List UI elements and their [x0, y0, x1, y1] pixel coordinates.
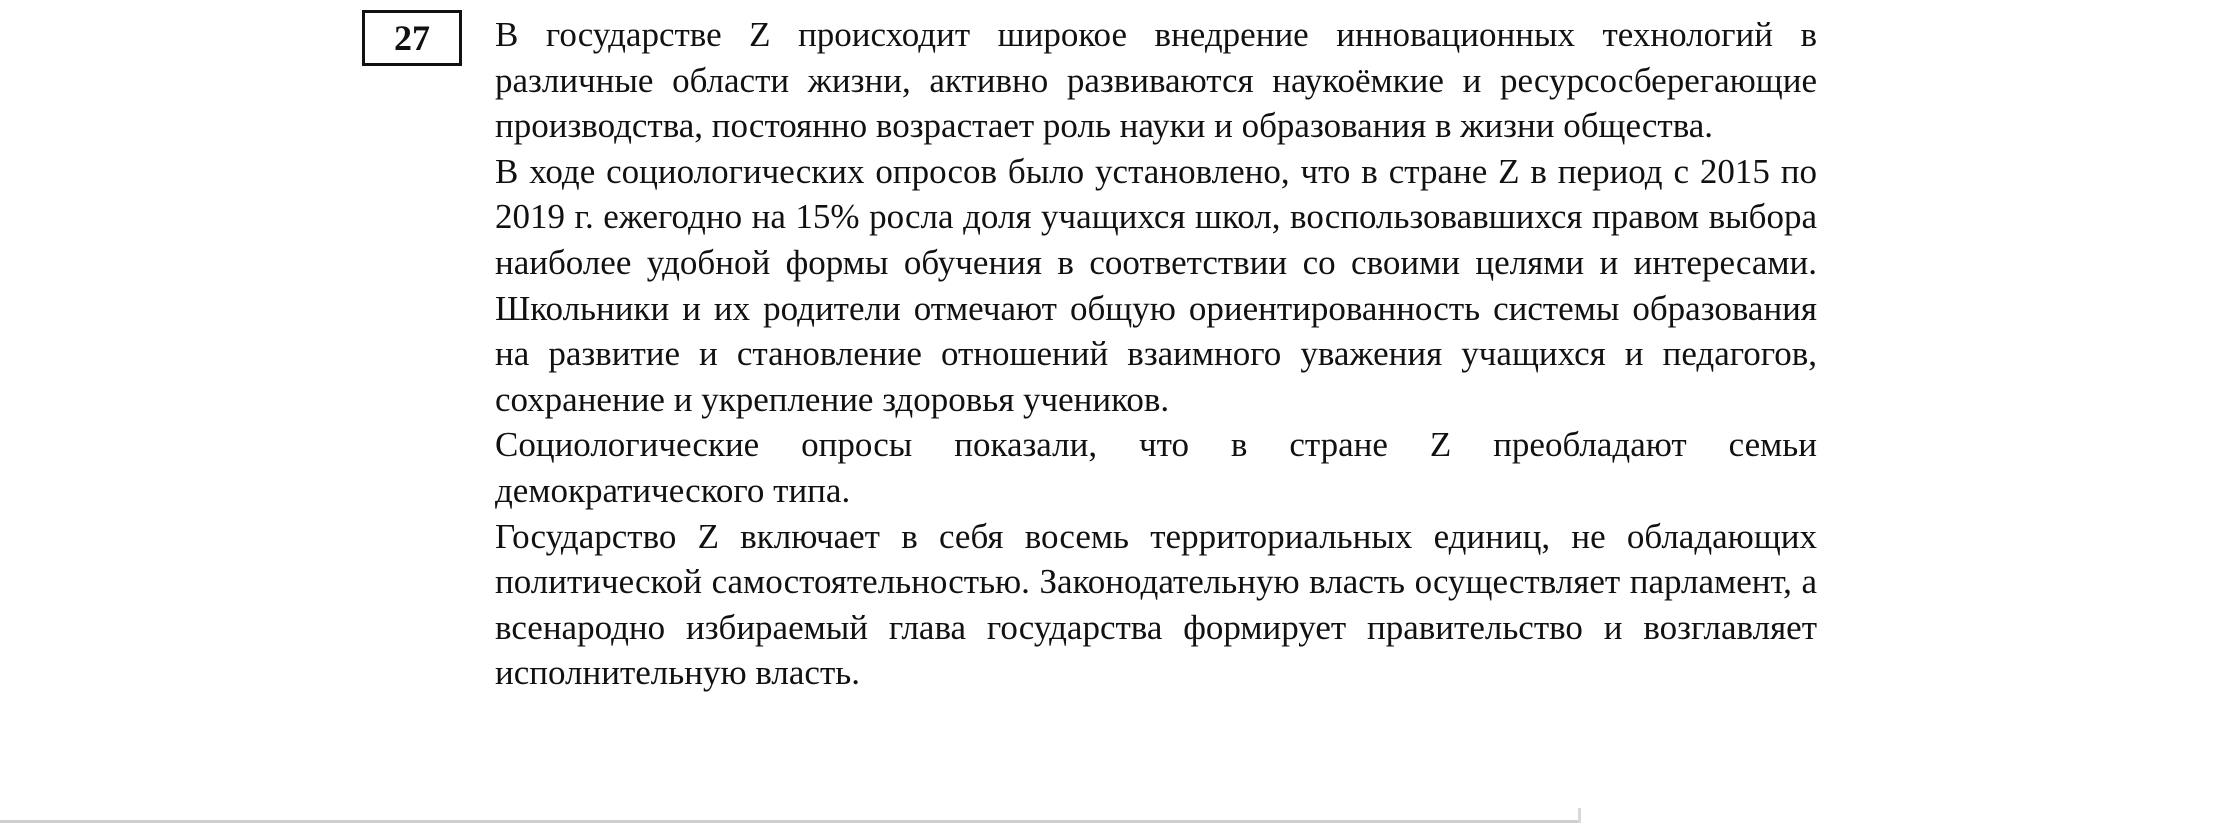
paragraph-4: Государство Z включает в себя восемь территориальных единиц, не обладающих политической самостоятельностью. Законодательную власть осуществляет парламент, а всенародно избираемый глава государства формирует правительство и возглавляет исполнительную власть. — [495, 516, 1817, 693]
task-number-box — [362, 10, 462, 66]
task-number: 27 — [394, 18, 430, 58]
paragraph-2: В ходе социологических опросов было установлено, что в стране Z в период с 2015 по 2019 г. ежегодно на 15% росла доля учащихся школ, воспользовавшихся правом выбора наиболее удобной формы обучения в соответствии со своими целями и интересами. Школьники и их родители отмечают общую ориентированность системы образования на развитие и становление отношений взаимного уважения учащихся и педагогов, сохранение и укрепление здоровья учеников. — [495, 151, 1817, 419]
page-corner-edge — [1578, 808, 1581, 823]
paragraph-1: В государстве Z происходит широкое внедрение инновационных технологий в различные области жизни, активно развиваются наукоёмкие и ресурсосберегающие производства, постоянно возрастает роль науки и образования в жизни общества. — [495, 15, 1817, 146]
paragraph-3: Социологические опросы показали, что в стране Z преобладают семьи демократического типа. — [495, 425, 1817, 510]
page-bottom-edge — [0, 820, 1580, 823]
task-text — [495, 12, 1817, 696]
